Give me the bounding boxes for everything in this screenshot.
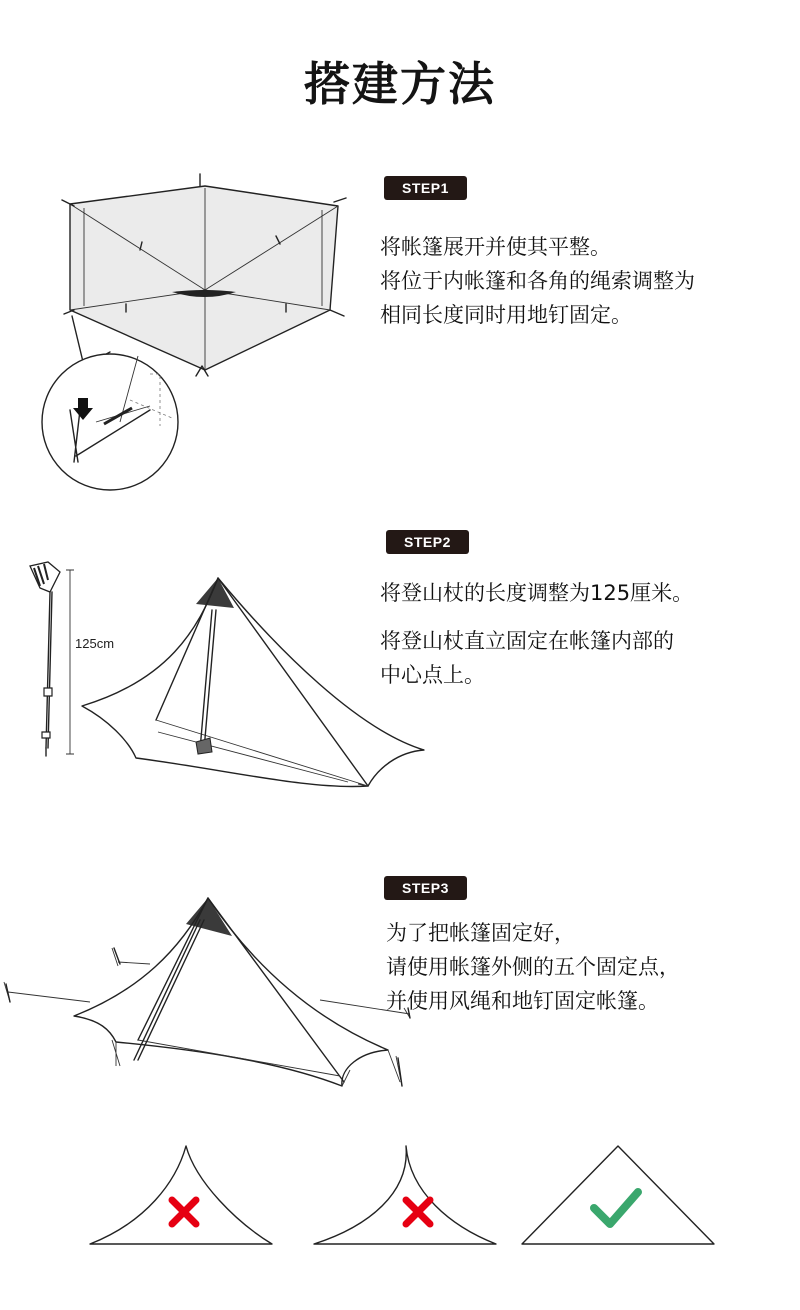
cross-mark-icon [406,1200,430,1224]
step2-paragraph-1: 将登山杖的长度调整为125厘米。 [380,581,694,605]
example-wrong-1 [86,1142,278,1250]
step2-pyramid-tent-illustration [78,570,430,802]
pole-length-label: 125cm [75,636,115,651]
cross-mark-icon [172,1200,196,1224]
step3-badge: STEP3 [384,876,467,900]
page-title: 搭建方法 [304,57,496,111]
step3-line-1: 为了把帐篷固定好， [386,921,575,945]
step1-line-2: 将位于内帐篷和各角的绳索调整为 [380,269,695,293]
step1-badge: STEP1 [384,176,467,200]
step1-line-3: 相同长度同时用地钉固定。 [380,303,632,327]
step3-instructions [386,916,680,1018]
step2-line-3: 中心点上。 [380,663,485,687]
check-mark-icon [594,1192,638,1224]
flat-tent-body [62,174,346,376]
step1-flat-tent-illustration [0,170,360,500]
step2-badge: STEP2 [386,530,469,554]
step3-line-3: 并使用风绳和地钉固定帐篷。 [386,989,659,1013]
example-wrong-2 [310,1142,502,1250]
step2-line-2: 将登山杖直立固定在帐篷内部的 [380,629,674,653]
step1-instructions [380,230,695,332]
step1-line-1: 将帐篷展开并使其平整。 [380,235,611,259]
step3-line-2: 请使用帐篷外侧的五个固定点， [386,955,680,979]
example-correct [518,1142,718,1250]
step3-guyed-tent-illustration [0,890,420,1100]
